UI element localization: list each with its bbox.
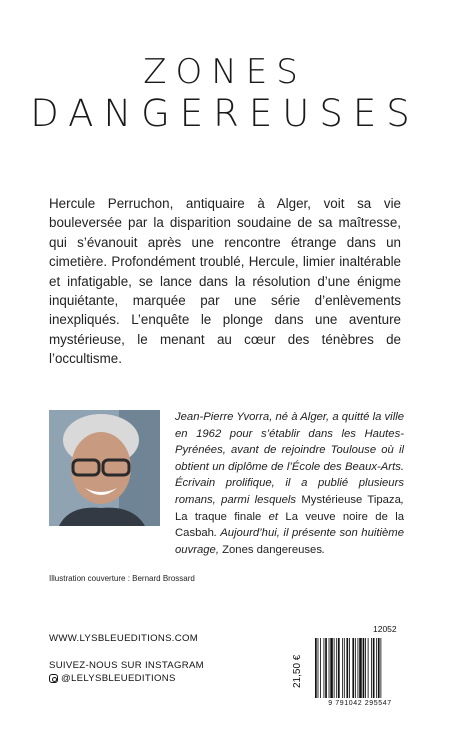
barcode-bar [363, 638, 365, 698]
book-title-3: La veuve noire de la Casbah [175, 510, 404, 540]
barcode-bar [368, 638, 369, 698]
barcode-bar [318, 638, 319, 698]
bio-part-2: . Aujourd’hui, il présente son huitième ouvrage, [175, 527, 404, 556]
book-title-1: Mystérieuse Tipaza [301, 493, 401, 506]
bio-sep-2: et [261, 510, 286, 523]
barcode-bar [376, 638, 377, 698]
book-title-4: Zones dangereuses [222, 543, 322, 556]
instagram-handle-text: @LELYSBLEUEDITIONS [61, 673, 176, 684]
barcode-bar [336, 638, 337, 698]
barcode-bar [378, 638, 380, 698]
barcode-bar [355, 638, 356, 698]
barcode-bar [338, 638, 340, 698]
website-link[interactable]: WWW.LYSBLEUEDITIONS.COM [49, 633, 199, 644]
synopsis: Hercule Perruchon, antiquaire à Alger, voit sa vie bouleversée par la disparition soudaine de sa maîtresse, qui s’évanouit après une rencontre étrange dans un cimetière. Profondément troublé, Hercule, limier inaltérable et infatigable, se lance dans la résolution d’une énigme inquiétante, marquée par une série d’enlèvements inexpliqués. L’enquête le plonge dans une aventure mystérieuse, le menant au cœur des ténèbres de l’occultisme. [49, 196, 401, 367]
isbn-barcode [313, 636, 407, 709]
title-line-1: ZONES [143, 52, 307, 92]
author-photo [49, 410, 160, 526]
follow-instagram-text: SUIVEZ-NOUS SUR INSTAGRAM [49, 660, 204, 671]
title-line-2: DANGEREUSES [30, 92, 420, 135]
barcode-bar [371, 638, 372, 698]
barcode-bar [344, 638, 345, 698]
book-title-2: La traque finale [175, 510, 262, 523]
price: 21,50 € [292, 654, 303, 688]
barcode-bar [342, 638, 343, 698]
barcode-bar [380, 638, 381, 698]
barcode-bar [352, 638, 354, 698]
instagram-handle[interactable] [49, 673, 176, 684]
instagram-icon [49, 674, 58, 683]
bio-part-3: . [321, 543, 326, 556]
barcode-bar [329, 638, 330, 698]
barcode-bar [324, 638, 325, 698]
barcode-bar [365, 638, 366, 698]
author-bio [175, 409, 404, 558]
barcode-bar [330, 638, 333, 698]
barcode-bar [320, 638, 321, 698]
barcode-bar [358, 638, 359, 698]
isbn-digits: 9 791042 295547 [328, 700, 392, 707]
barcode-bar [325, 638, 327, 698]
barcode-bar [359, 638, 362, 698]
product-code: 12052 [373, 624, 397, 634]
barcode-bar [346, 638, 348, 698]
barcode-bar [315, 638, 317, 698]
barcode-bar [373, 638, 375, 698]
bio-sep-1: , [400, 493, 405, 506]
barcode-bar [334, 638, 335, 698]
barcode-bar [349, 638, 350, 698]
illustration-credit: Illustration couverture : Bernard Brossard [49, 574, 195, 583]
bio-part-1: Jean-Pierre Yvorra, né à Alger, a quitté la ville en 1962 pour s’établir dans les Hautes-Pyrénées, avant de rejoindre Toulouse où il obtient un diplôme de l’École des Beaux-Arts. Écrivain prolifique, il a publié plusieurs romans, parmi lesquels [175, 411, 404, 506]
